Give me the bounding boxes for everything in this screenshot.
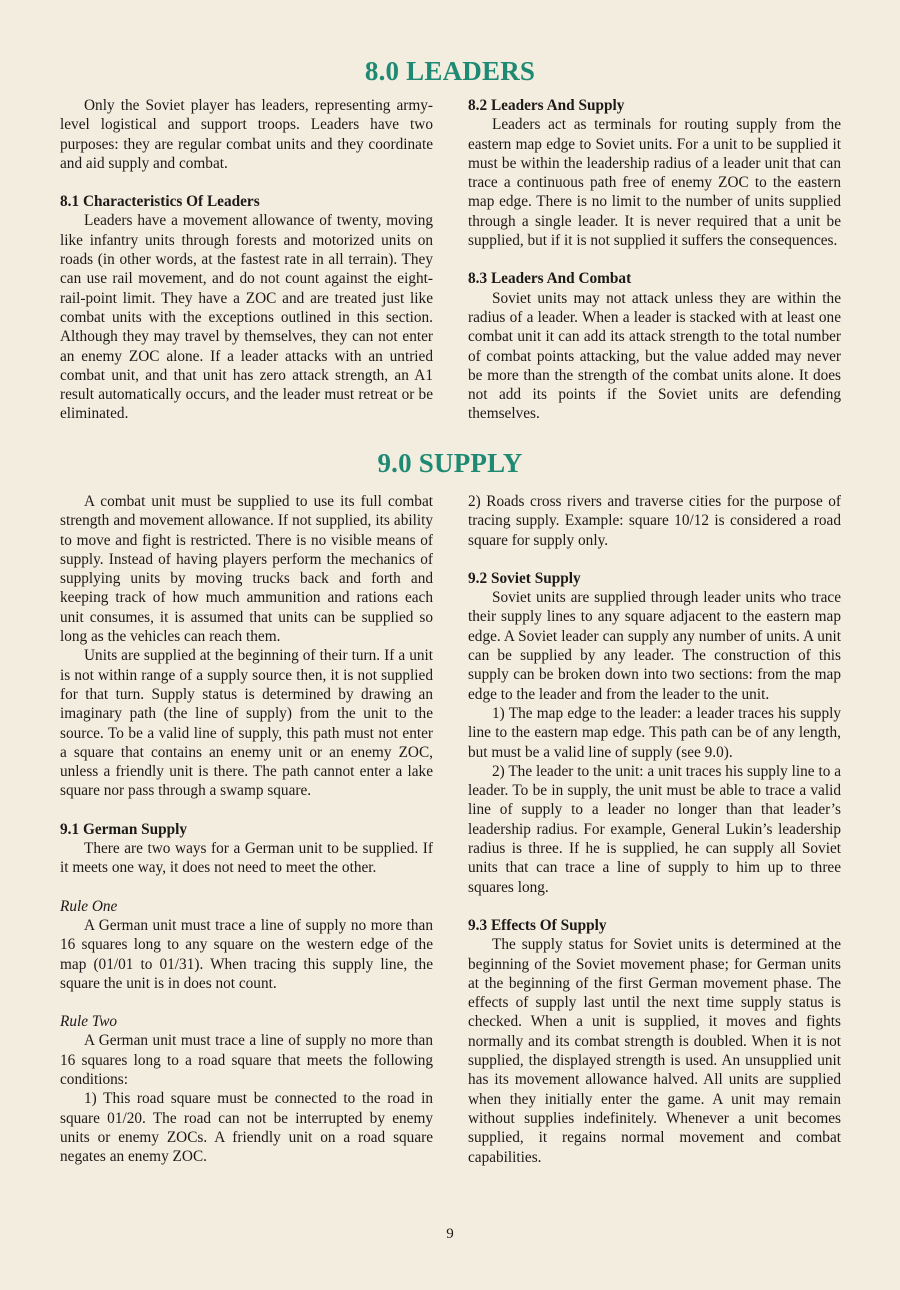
text-8-2: Leaders act as terminals for routing supply from the eastern map edge to Soviet units. For a unit to be supplied it must be within the leadership radius of a leader unit that can trace a continuous path free of enemy ZOC to the eastern map edge. There is no limit to the number of units supplied through a single leader. It is never required that a unit be supplied, but if it is not supplied it suffers the consequences.	[468, 116, 841, 250]
text-rule-one: A German unit must trace a line of supply no more than 16 squares long to any square on the western edge of the map (01/01 to 01/31). When tracing this supply line, the square the unit is in does not count.	[60, 916, 433, 992]
rule-two-condition-2: 2) Roads cross rivers and traverse cities for the purpose of tracing supply. Example: square 10/12 is considered a road square for supply only.	[468, 493, 841, 549]
heading-8-1: 8.1 Characteristics Of Leaders	[60, 193, 260, 211]
section-title-leaders: 8.0 LEADERS	[364, 56, 536, 86]
heading-9-2: 9.2 Soviet Supply	[468, 569, 581, 587]
section-title-supply: 9.0 SUPPLY	[377, 448, 523, 478]
heading-9-3: 9.3 Effects Of Supply	[468, 916, 607, 934]
supply-paragraph-1: A combat unit must be supplied to use its full combat strength and movement allowance. If not supplied, its ability to move and fight is restricted. There is no visible means of supply. Instead of having players perform the mechanics of supplying units by moving trucks back and forth and keeping track of how much ammunition and rations each unit consumes, it is assumed that units can be supplied so long as the vehicles can reach them.	[60, 493, 433, 646]
text-9-1: There are two ways for a German unit to be supplied. If it meets one way, it does not need to meet the other.	[60, 840, 433, 877]
supply-left-column	[60, 492, 433, 1167]
supply-paragraph-2: Units are supplied at the beginning of their turn. If a unit is not within range of a supply source then, it is not supplied for that turn. Supply status is determined by drawing an imaginary path (the line of supply) from the unit to the source. To be a valid line of supply, this path must not enter a square that contains an enemy unit or an enemy ZOC, unless a friendly unit is there. The path cannot enter a lake square nor pass through a swamp square.	[60, 647, 433, 800]
soviet-supply-item-2: 2) The leader to the unit: a unit traces his supply line to a leader. To be in supply, the unit must be able to trace a valid line of supply to a leader no longer than that leader’s leadership radius. For example, General Lukin’s leadership radius is three. If he is supplied, he can supply all Soviet units that can trace a line of supply to him up to three squares long.	[468, 762, 841, 896]
heading-8-2: 8.2 Leaders And Supply	[468, 97, 625, 114]
heading-9-1: 9.1 German Supply	[60, 820, 188, 838]
text-9-2: Soviet units are supplied through leader units who trace their supply lines to any square adjacent to the eastern map edge. A Soviet leader can supply any number of units. A unit can be supplied by any leader. The construction of this supply can be broken down into two sections: from the map edge to the leader and from the leader to the unit.	[468, 589, 841, 703]
heading-8-3: 8.3 Leaders And Combat	[468, 270, 632, 288]
heading-rule-two: Rule Two	[60, 1013, 118, 1031]
supply-right-column	[468, 492, 841, 1167]
leaders-right-column	[468, 96, 841, 424]
leaders-intro: Only the Soviet player has leaders, representing army-level logistical and support troops. Leaders have two purposes: they are regular combat units and they coordinate and aid supply and combat.	[60, 97, 433, 172]
page-number: 9	[446, 1226, 454, 1242]
soviet-supply-item-1: 1) The map edge to the leader: a leader traces his supply line to the eastern map edge. This path can be of any length, but must be a valid line of supply (see 9.0).	[468, 704, 841, 761]
rule-two-condition-1: 1) This road square must be connected to the road in square 01/20. The road can not be interrupted by enemy units or enemy ZOCs. A friendly unit on a road square negates an enemy ZOC.	[60, 1090, 433, 1166]
text-8-1: Leaders have a movement allowance of twenty, moving like infantry units through forests and motorized units on roads (in other words, at the fastest rate in all terrain). They can use rail movement, and do not count against the eight-rail-point limit. They have a ZOC and are treated just like combat units with the exceptions outlined in this section. Although they may travel by themselves, they can not enter an enemy ZOC alone. If a leader attacks with an untried combat unit, and that unit has zero attack strength, an A1 result automatically occurs, and the leader must retreat or be eliminated.	[60, 212, 433, 423]
heading-rule-one: Rule One	[60, 897, 118, 915]
text-8-3: Soviet units may not attack unless they are within the radius of a leader. When a leader is stacked with at least one combat unit it can add its attack strength to the total number of combat points attacking, but the value added may never be more than the strength of the combat units alone. It does not add its points if the Soviet units are defending themselves.	[468, 289, 841, 423]
leaders-left-column	[60, 96, 433, 424]
text-rule-two: A German unit must trace a line of supply no more than 16 squares long to a road square that meets the following conditions:	[60, 1032, 433, 1089]
text-9-3: The supply status for Soviet units is determined at the beginning of the Soviet movement phase; for German units at the beginning of the first German movement phase. The effects of supply last until the next time supply status is checked. When a unit is supplied, it moves and fights normally and its combat strength is doubled. When it is not supplied, the displayed strength is used. An unsupplied unit has its movement allowance halved. All units are supplied when they initially enter the game. A unit may remain without supplies indefinitely. Whenever a unit becomes supplied, it regains normal movement and combat capabilities.	[468, 936, 841, 1166]
